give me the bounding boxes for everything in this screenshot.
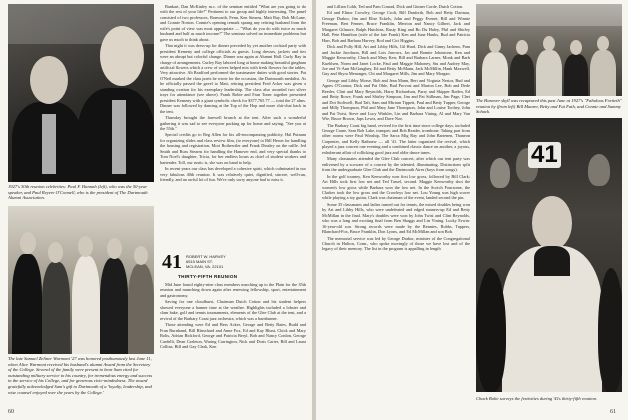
chuck-bolte-photo [476, 118, 622, 392]
secretary-name: ROBERT W. HARVEY [186, 254, 226, 259]
paragraph: The memorial service was led by George Drabor, minister of the Congregational Church in Hulton, Conn., who spoke movingly of those we have lost and of the legacy of their memory. The list in the program is appalling in length [322, 235, 470, 252]
paragraph: Dick and Polly Hill, Art and Libby Hills, Gil Hurd, Dick and Ginny Jachens, Pam and Jackie Jacobson, Bill and Lois Jarrows, Jas and Bonnie Johnstone, Ken and Maggie Kenworthy, Chuck and Mary Kerr, Bill and Barbara Larner, Monk and Barb Kuehlsen, Norm and Janet Locke, Paul and Maggie Mahoney, Stu and Audrey May, Joe and Vi-Ann McGaughey, Ed and Betty McMann, Jack McMillin, Hank Maxwell, Guy and Shyra Menonger, Chi and Margaret Mills, Jim and Mary Morgan. [322, 44, 470, 77]
paragraph: Those attending were Ed and Bess Acker, George and Betty Bates, Budd and Fran Burnhand, Bill Blanchard and Anne Fox, Ed and Kay Blunt, Chick and Mary Bolts, Adrian Bickford, George and Patricia Beryl, Bob and Nancy Conlon, George Cardelli, Dean Carleton, Waring Carrington, Nick and Doris Carter, Bill and Laura Collins, Bill and Gay Clark, Ken [160, 322, 306, 349]
class-number: 41 [162, 251, 182, 273]
paragraph: George and Libby Morse, Bob and Jean Mann, Bert and Virginia Nestor, Bud and Agnes O'Connor, Dick and Pat Ohle, Bud Provost and Marion Lee, Bob and Dede Reeder, Clint and Mary Reynolds, Harry Richardson, Parry and Skipper Roden, Ed and Betty Rowe, Frank and Shirley Simpson, Jim and Pat Stillman, Jim Page, Chet and Dot Stoliwell, Bud Taft, Sam and Miriam Tippett, Paul and Betty Tupper, George and Milly Thompson, Phil and Mary Jane Thompson, John and Louise Toohey, John and Pat Twist, Steve and Lucy Winkler, Lin and Barbara Vining, Al and Mary Van Wie, Bruce Brown, Japs Lewis, and Dave Noe. [322, 77, 470, 122]
class-27-notes [160, 4, 306, 248]
paragraph: Many classmates attended the Glee Club concert, after which our tent party was enlivened by a scowaer of a concert by the talented, illuminating. Distinctions split from the undergraduate Glee Club and the Dartmouth Aires (boys from songs). [322, 156, 470, 173]
paragraph: That night it was dress-up for dinner preceded by yet another cocktail party with president Kemeny and college officials as guests. Long dresses, jackets and ties were an abrupt but colorful change. Dinner was again at Alumni Hall. Curly Ray in charge of arrangements. Curley Ray labored long at home making beautiful gingham artificial flowers which a crew of wives helped mix with fresh flowers for the tables. Very attractive. Ab Bradford performed the toastmaster duties with good stories. Pat O'Neil marked the class poets be wrote for the occasion, the Dartmouth medalist. As he officially passed the gavel to Matt, retiring president Fred Acker was given a standing ovation for his exemplary leadership. The class also awarded two silver trays for attendance (see above). Frank Robie and Fran Toner together presented president Kemeny with a giant symbolic check for $377,765.77 — total the 27 alms. Dinner was followed by dancing at the Top of the Hop and more chit-chat back in the tent. [160, 43, 306, 114]
paragraph: In recent years our class has developed a cohesive spirit, which culminated in our very fabulous 40th reunion. It was relatively quiet, dignified, sincere, well-run, friendly, and an awful lot of fun. We're only sorry anyone had to miss it. [160, 166, 306, 183]
caption-bottom-right: Chuck Bolte surveys the festivities during '41s thirty-fifth reunion. [476, 396, 598, 401]
page-number-left: 60 [8, 409, 14, 415]
class-secretary-address [186, 254, 296, 269]
reunion-title: THIRTY-FIFTH REUNION [178, 274, 238, 279]
paragraph: Some 35 classmates and ladies turned out for tennis, the mixed doubles being won by Art and Libby Hills, who were undefeated and edged runners-up Ed and Betty McMillan in the final. Mary's doubles were won by John Twist and Clint Reynolds, who was a long and exciting final from Ben Skaggs and Lin Vining. Lucky Erwin: 16-year-old son. Strong records were made by the Rennies, Robbs, Tappers, Blanchard-Fox, Bruce Franklin, Don Lyons, and Ed McMillan and son Bob. [322, 201, 470, 235]
paragraph: Mid June found eighty-nine class members marching up to the Plain for the 35th reunion and munching down again after renewing fellowship, sport, entertainment and gastronomy. [160, 282, 306, 298]
paragraph: Thursday brought the farewell brunch at the tent. After such a wonderful gathering it was sad to see everyone packing up for home and saying, "See you at the 55th." [160, 115, 306, 131]
class-41-notes-continued [322, 4, 470, 404]
hanover-idyll-photo [476, 4, 622, 96]
caption-bottom: The late Samuel Zeliner Warmont '27 was honored posthumously last June 11, when Alice Warmont received his husband's alumni Award from the Secretary of the College. Several of the family were present to hear Sam cited for outstanding military service to his country, for tremendous energy and success in the service of his College, and for generous civic-mindedness. The award gratefully acknowledged Sam's gift to Dartmouth of a 'loyalty, leadership, and wise counsel enjoyed over the years by the College.' [8, 356, 153, 395]
secretary-street: 6515 MAIN ST. [186, 259, 213, 264]
left-page [0, 0, 312, 420]
caption-top-right: The Hanover skyll was recaptured this past June at 1927's "Fabulous Fortieth" reunion by (from left) Bill Maurer, Betty and Fat Fath, and Connie and Sammy Schack. [476, 98, 622, 115]
paragraph: Special credits go to Reg Allen for his all-encompassing publicity. Hal Putnam for organizing slides and class review film, (to everyone) to Bill Heron for handling the housing and registration, Mort Rothewiler and Frank Dinsley on the raffle. Jed Smith and Russ Stearns for handling the Hanover end, and very special thanks to Tom Noel's daughter, Tricia, for her endless hours as chief of student workers and bartender. Toll, our rustic is, she was on hand to help. [160, 132, 306, 165]
shirt-number: 41 [528, 142, 561, 168]
paragraph: Bankart, Dan McKinley m.c. of the seminar entitled "What are you going to do with the rest of your life?" Pertinent to our group and highly interesting. The panel consisted of two professors, Bonwarth, Fenn, Ken Stearns, Matt Ray, Bob McLane, and Connie Norton. Connie's opening remark sprang any retiring husband from the wife's point of view was most appropriate — "What do you do with twice as much husband and half as much income?" The seminar solved no immediate problems but gave us much to think about. [160, 4, 306, 42]
class-41-notes [160, 282, 306, 404]
paragraph: In the golf tourney, Ken Kenworthy won first low gross, followed by Bill Clark; Art Hills took first low net and Ted Tassel, second. Maggie Kenworthy shot the women's low gross while Barbara won the low net. In the Scotch Foursome, the Clarkes took the low gross and the Crowleys low net. Lou Young was high scorer while playing a toy guitar, Clark was chairman of the event, landed second the pin. [322, 173, 470, 201]
warmont-award-photo [8, 206, 154, 354]
right-page [316, 0, 628, 420]
caption-top: 1927's 50th reunion celebrities: Paul F. Hannah (left), who was the 50-year speaker, and Paul Reyere O'Connell, who is the president of The Dartmouth Alumni Association. [8, 184, 148, 201]
paragraph: Ed and Elinor Crowley, George Croft, Bill Danforth, Bob and Betty Dartnau, George Drabor, Jim and Elise Eckels, John and Peggy Evenet, Bill and Winnie Freeman, Bert Fenner, Bruce Franklin, Merrion and Nancy Gilbert, Jack and Margaret Gilmore, Ralph Hutchins, Rusty King and Bo Du Haley, Phil and Shirley Hall, Pete Hamilton (wife of the late Frank) Ken and June Hanks, Bud and Patricia Harr, Bob and Barbara Harvey, Rod and Cici Higgins. [322, 10, 470, 43]
paragraph: The Barbary Coast big band, revived for the first time since college days, included George Crane, Sam Bob Lake, trumpet; and Bob Reader, trombone. Taking part from other rooms were Paul Winship, The Sarca Mig Ray and John Bartenen, Thaneon Carpenter, and Kelly Rathnew — all '41. The latter organized the revival, which played a jazz concert one evening and a combined classic dance on another, a joyous, exhuberant affair of rollicking good jazz and oldie dance tunes. [322, 122, 470, 155]
page-number-right: 61 [610, 409, 616, 415]
secretary-city: MCLEAN, VA. 22101 [186, 264, 224, 269]
paragraph: Saving for one cloudburst, Chairman Dutch Cotton and his student helpers showed everyone a banner time at the weather. Highlights included a lobster and clam bake, golf and tennis tournaments, elements of the Glee Club at the tent, and a revival of the Barbary Coast jazz orchestra, which was a barnburner. [160, 299, 306, 321]
reunion-celebrities-photo [8, 4, 154, 182]
paragraph: and Lillian Cobb, Ted and Pam Conrad, Dick and Ginner Corde, Dutch Cotton. [327, 4, 464, 9]
